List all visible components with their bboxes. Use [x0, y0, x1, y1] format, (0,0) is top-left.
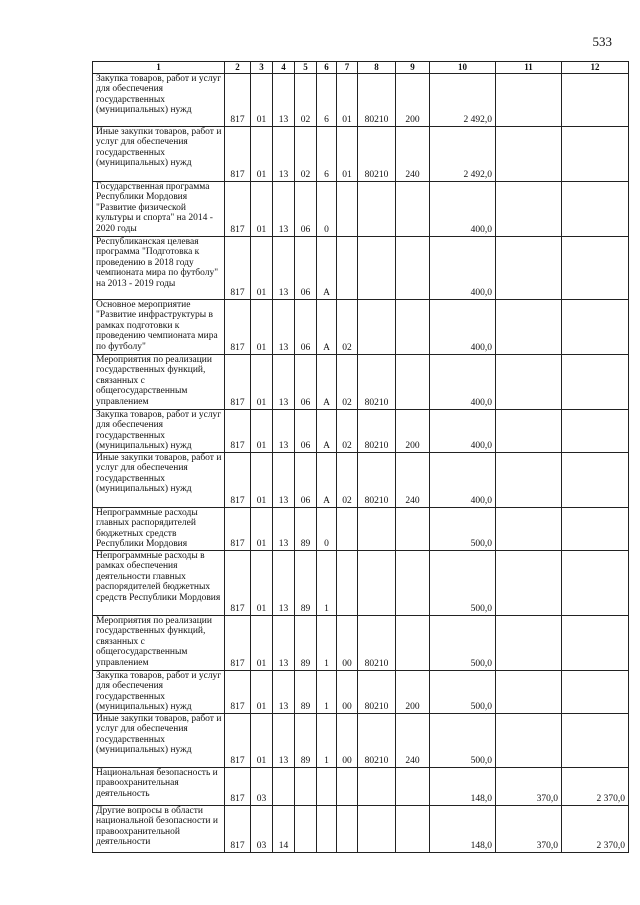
cell-col-8 [358, 507, 396, 550]
cell-col-4: 14 [273, 805, 295, 852]
cell-col-6: А [317, 452, 337, 507]
cell-col-5: 89 [295, 615, 317, 670]
cell-col-10: 148,0 [430, 767, 496, 805]
cell-col-8: 80210 [358, 713, 396, 767]
table-row [93, 181, 629, 236]
cell-col-11 [496, 507, 562, 550]
column-header: 10 [430, 62, 496, 74]
row-description: Государственная программа Республики Мордовия "Развитие физической культуры и спорта" на 2014 - 2020 годы [93, 181, 225, 236]
row-description: Закупка товаров, работ и услуг для обеспечения государственных (муниципальных) нужд [93, 409, 225, 452]
column-header: 11 [496, 62, 562, 74]
table-row [93, 767, 629, 805]
cell-col-8 [358, 805, 396, 852]
cell-col-2: 817 [225, 354, 251, 409]
cell-col-12 [562, 126, 629, 181]
cell-col-3: 01 [251, 181, 273, 236]
table-row [93, 615, 629, 670]
cell-col-10: 500,0 [430, 507, 496, 550]
cell-col-2: 817 [225, 550, 251, 615]
cell-col-3: 01 [251, 670, 273, 713]
cell-col-4: 13 [273, 507, 295, 550]
cell-col-10: 148,0 [430, 805, 496, 852]
cell-col-8: 80210 [358, 354, 396, 409]
table-row [93, 409, 629, 452]
cell-col-6: 0 [317, 181, 337, 236]
cell-col-11 [496, 181, 562, 236]
table-row [93, 354, 629, 409]
cell-col-7: 00 [337, 713, 358, 767]
cell-col-2: 817 [225, 73, 251, 126]
cell-col-4: 13 [273, 452, 295, 507]
cell-col-8 [358, 767, 396, 805]
cell-col-8: 80210 [358, 409, 396, 452]
cell-col-5: 89 [295, 670, 317, 713]
cell-col-7: 00 [337, 615, 358, 670]
cell-col-3: 01 [251, 713, 273, 767]
cell-col-9 [396, 615, 430, 670]
cell-col-4: 13 [273, 670, 295, 713]
cell-col-11 [496, 670, 562, 713]
cell-col-12 [562, 507, 629, 550]
cell-col-10: 500,0 [430, 670, 496, 713]
table-row [93, 805, 629, 852]
cell-col-6: 6 [317, 126, 337, 181]
cell-col-7: 00 [337, 670, 358, 713]
cell-col-7: 02 [337, 452, 358, 507]
cell-col-7: 02 [337, 409, 358, 452]
cell-col-5: 06 [295, 181, 317, 236]
cell-col-8 [358, 181, 396, 236]
cell-col-6: 1 [317, 550, 337, 615]
cell-col-12 [562, 452, 629, 507]
cell-col-11 [496, 550, 562, 615]
cell-col-5: 89 [295, 713, 317, 767]
cell-col-3: 01 [251, 236, 273, 299]
cell-col-4: 13 [273, 181, 295, 236]
cell-col-6: 1 [317, 615, 337, 670]
row-description: Иные закупки товаров, работ и услуг для обеспечения государственных (муниципальных) нужд [93, 452, 225, 507]
row-description: Закупка товаров, работ и услуг для обеспечения государственных (муниципальных) нужд [93, 670, 225, 713]
cell-col-7 [337, 507, 358, 550]
cell-col-10: 2 492,0 [430, 126, 496, 181]
cell-col-11 [496, 409, 562, 452]
cell-col-4: 13 [273, 126, 295, 181]
cell-col-7 [337, 805, 358, 852]
cell-col-6: А [317, 354, 337, 409]
cell-col-9: 240 [396, 452, 430, 507]
cell-col-12 [562, 615, 629, 670]
cell-col-8: 80210 [358, 73, 396, 126]
cell-col-7 [337, 550, 358, 615]
cell-col-5: 89 [295, 507, 317, 550]
cell-col-3: 03 [251, 805, 273, 852]
cell-col-4 [273, 767, 295, 805]
cell-col-9 [396, 354, 430, 409]
cell-col-7: 01 [337, 73, 358, 126]
row-description: Иные закупки товаров, работ и услуг для обеспечения государственных (муниципальных) нужд [93, 713, 225, 767]
row-description: Непрограммные расходы главных распорядителей бюджетных средств Республики Мордовия [93, 507, 225, 550]
cell-col-12 [562, 409, 629, 452]
cell-col-12 [562, 550, 629, 615]
page-number: 533 [592, 34, 612, 49]
cell-col-3: 01 [251, 507, 273, 550]
cell-col-2: 817 [225, 713, 251, 767]
table-row [93, 236, 629, 299]
cell-col-5: 06 [295, 452, 317, 507]
cell-col-6: А [317, 236, 337, 299]
cell-col-11 [496, 354, 562, 409]
cell-col-3: 03 [251, 767, 273, 805]
cell-col-3: 01 [251, 126, 273, 181]
cell-col-9 [396, 767, 430, 805]
cell-col-8 [358, 299, 396, 354]
cell-col-6: А [317, 409, 337, 452]
cell-col-6 [317, 805, 337, 852]
cell-col-5: 06 [295, 354, 317, 409]
cell-col-2: 817 [225, 181, 251, 236]
cell-col-11 [496, 452, 562, 507]
cell-col-3: 01 [251, 452, 273, 507]
cell-col-8: 80210 [358, 126, 396, 181]
cell-col-11 [496, 126, 562, 181]
column-header: 3 [251, 62, 273, 74]
cell-col-2: 817 [225, 507, 251, 550]
cell-col-12: 2 370,0 [562, 805, 629, 852]
cell-col-9: 200 [396, 670, 430, 713]
cell-col-11 [496, 236, 562, 299]
cell-col-8 [358, 550, 396, 615]
cell-col-11 [496, 73, 562, 126]
cell-col-10: 400,0 [430, 354, 496, 409]
cell-col-9 [396, 550, 430, 615]
cell-col-2: 817 [225, 299, 251, 354]
column-header: 2 [225, 62, 251, 74]
table-row [93, 452, 629, 507]
table-row [93, 670, 629, 713]
cell-col-2: 817 [225, 670, 251, 713]
cell-col-2: 817 [225, 805, 251, 852]
cell-col-3: 01 [251, 409, 273, 452]
cell-col-5: 02 [295, 73, 317, 126]
cell-col-12 [562, 713, 629, 767]
cell-col-5 [295, 805, 317, 852]
table-row [93, 713, 629, 767]
cell-col-4: 13 [273, 354, 295, 409]
column-header: 8 [358, 62, 396, 74]
cell-col-12 [562, 670, 629, 713]
cell-col-8 [358, 236, 396, 299]
budget-table [92, 61, 629, 853]
cell-col-2: 817 [225, 409, 251, 452]
column-header: 12 [562, 62, 629, 74]
row-description: Мероприятия по реализации государственных функций, связанных с общегосударственным управлением [93, 354, 225, 409]
cell-col-2: 817 [225, 236, 251, 299]
cell-col-4: 13 [273, 236, 295, 299]
column-header: 5 [295, 62, 317, 74]
column-header: 6 [317, 62, 337, 74]
column-header: 7 [337, 62, 358, 74]
cell-col-5: 89 [295, 550, 317, 615]
cell-col-9: 240 [396, 126, 430, 181]
cell-col-5: 06 [295, 299, 317, 354]
table-body [93, 73, 629, 852]
cell-col-12 [562, 236, 629, 299]
cell-col-9 [396, 805, 430, 852]
row-description: Республиканская целевая программа "Подготовка к проведению в 2018 году чемпионата мира по футболу" на 2013 - 2019 годы [93, 236, 225, 299]
cell-col-12 [562, 73, 629, 126]
cell-col-8: 80210 [358, 452, 396, 507]
row-description: Мероприятия по реализации государственных функций, связанных с общегосударственным управлением [93, 615, 225, 670]
cell-col-2: 817 [225, 767, 251, 805]
cell-col-11: 370,0 [496, 805, 562, 852]
cell-col-10: 500,0 [430, 615, 496, 670]
cell-col-4: 13 [273, 550, 295, 615]
cell-col-4: 13 [273, 615, 295, 670]
column-header: 4 [273, 62, 295, 74]
table-row [93, 299, 629, 354]
cell-col-10: 500,0 [430, 550, 496, 615]
row-description: Другие вопросы в области национальной безопасности и правоохранительной деятельности [93, 805, 225, 852]
cell-col-9 [396, 236, 430, 299]
table-row [93, 550, 629, 615]
cell-col-7 [337, 181, 358, 236]
row-description: Иные закупки товаров, работ и услуг для обеспечения государственных (муниципальных) нужд [93, 126, 225, 181]
cell-col-3: 01 [251, 354, 273, 409]
cell-col-9 [396, 299, 430, 354]
row-description: Непрограммные расходы в рамках обеспечения деятельности главных распорядителей бюджетных средств Республики Мордовия [93, 550, 225, 615]
table-header-row [93, 62, 629, 74]
cell-col-7 [337, 236, 358, 299]
row-description: Национальная безопасность и правоохранительная деятельность [93, 767, 225, 805]
cell-col-7 [337, 767, 358, 805]
cell-col-3: 01 [251, 550, 273, 615]
cell-col-11 [496, 615, 562, 670]
cell-col-12 [562, 299, 629, 354]
cell-col-6: А [317, 299, 337, 354]
cell-col-11: 370,0 [496, 767, 562, 805]
cell-col-11 [496, 713, 562, 767]
row-description: Основное мероприятие "Развитие инфраструктуры в рамках подготовки к проведению чемпионата мира по футболу" [93, 299, 225, 354]
table-row [93, 126, 629, 181]
table-row [93, 507, 629, 550]
cell-col-10: 400,0 [430, 299, 496, 354]
cell-col-4: 13 [273, 713, 295, 767]
cell-col-9 [396, 507, 430, 550]
cell-col-5: 02 [295, 126, 317, 181]
cell-col-10: 2 492,0 [430, 73, 496, 126]
cell-col-5: 06 [295, 409, 317, 452]
cell-col-5: 06 [295, 236, 317, 299]
cell-col-2: 817 [225, 126, 251, 181]
cell-col-2: 817 [225, 615, 251, 670]
cell-col-6: 1 [317, 713, 337, 767]
cell-col-9: 240 [396, 713, 430, 767]
column-header: 9 [396, 62, 430, 74]
table-row [93, 73, 629, 126]
cell-col-12 [562, 181, 629, 236]
cell-col-7: 02 [337, 354, 358, 409]
cell-col-5 [295, 767, 317, 805]
cell-col-11 [496, 299, 562, 354]
cell-col-10: 500,0 [430, 713, 496, 767]
cell-col-7: 01 [337, 126, 358, 181]
cell-col-3: 01 [251, 615, 273, 670]
cell-col-8: 80210 [358, 670, 396, 713]
cell-col-9: 200 [396, 409, 430, 452]
row-description: Закупка товаров, работ и услуг для обеспечения государственных (муниципальных) нужд [93, 73, 225, 126]
cell-col-3: 01 [251, 73, 273, 126]
cell-col-9 [396, 181, 430, 236]
cell-col-10: 400,0 [430, 452, 496, 507]
cell-col-7: 02 [337, 299, 358, 354]
cell-col-9: 200 [396, 73, 430, 126]
cell-col-6: 1 [317, 670, 337, 713]
cell-col-4: 13 [273, 299, 295, 354]
cell-col-6: 6 [317, 73, 337, 126]
cell-col-10: 400,0 [430, 181, 496, 236]
cell-col-10: 400,0 [430, 236, 496, 299]
cell-col-4: 13 [273, 409, 295, 452]
cell-col-4: 13 [273, 73, 295, 126]
cell-col-12: 2 370,0 [562, 767, 629, 805]
cell-col-10: 400,0 [430, 409, 496, 452]
cell-col-6: 0 [317, 507, 337, 550]
cell-col-2: 817 [225, 452, 251, 507]
cell-col-6 [317, 767, 337, 805]
column-header: 1 [93, 62, 225, 74]
cell-col-12 [562, 354, 629, 409]
cell-col-8: 80210 [358, 615, 396, 670]
cell-col-3: 01 [251, 299, 273, 354]
